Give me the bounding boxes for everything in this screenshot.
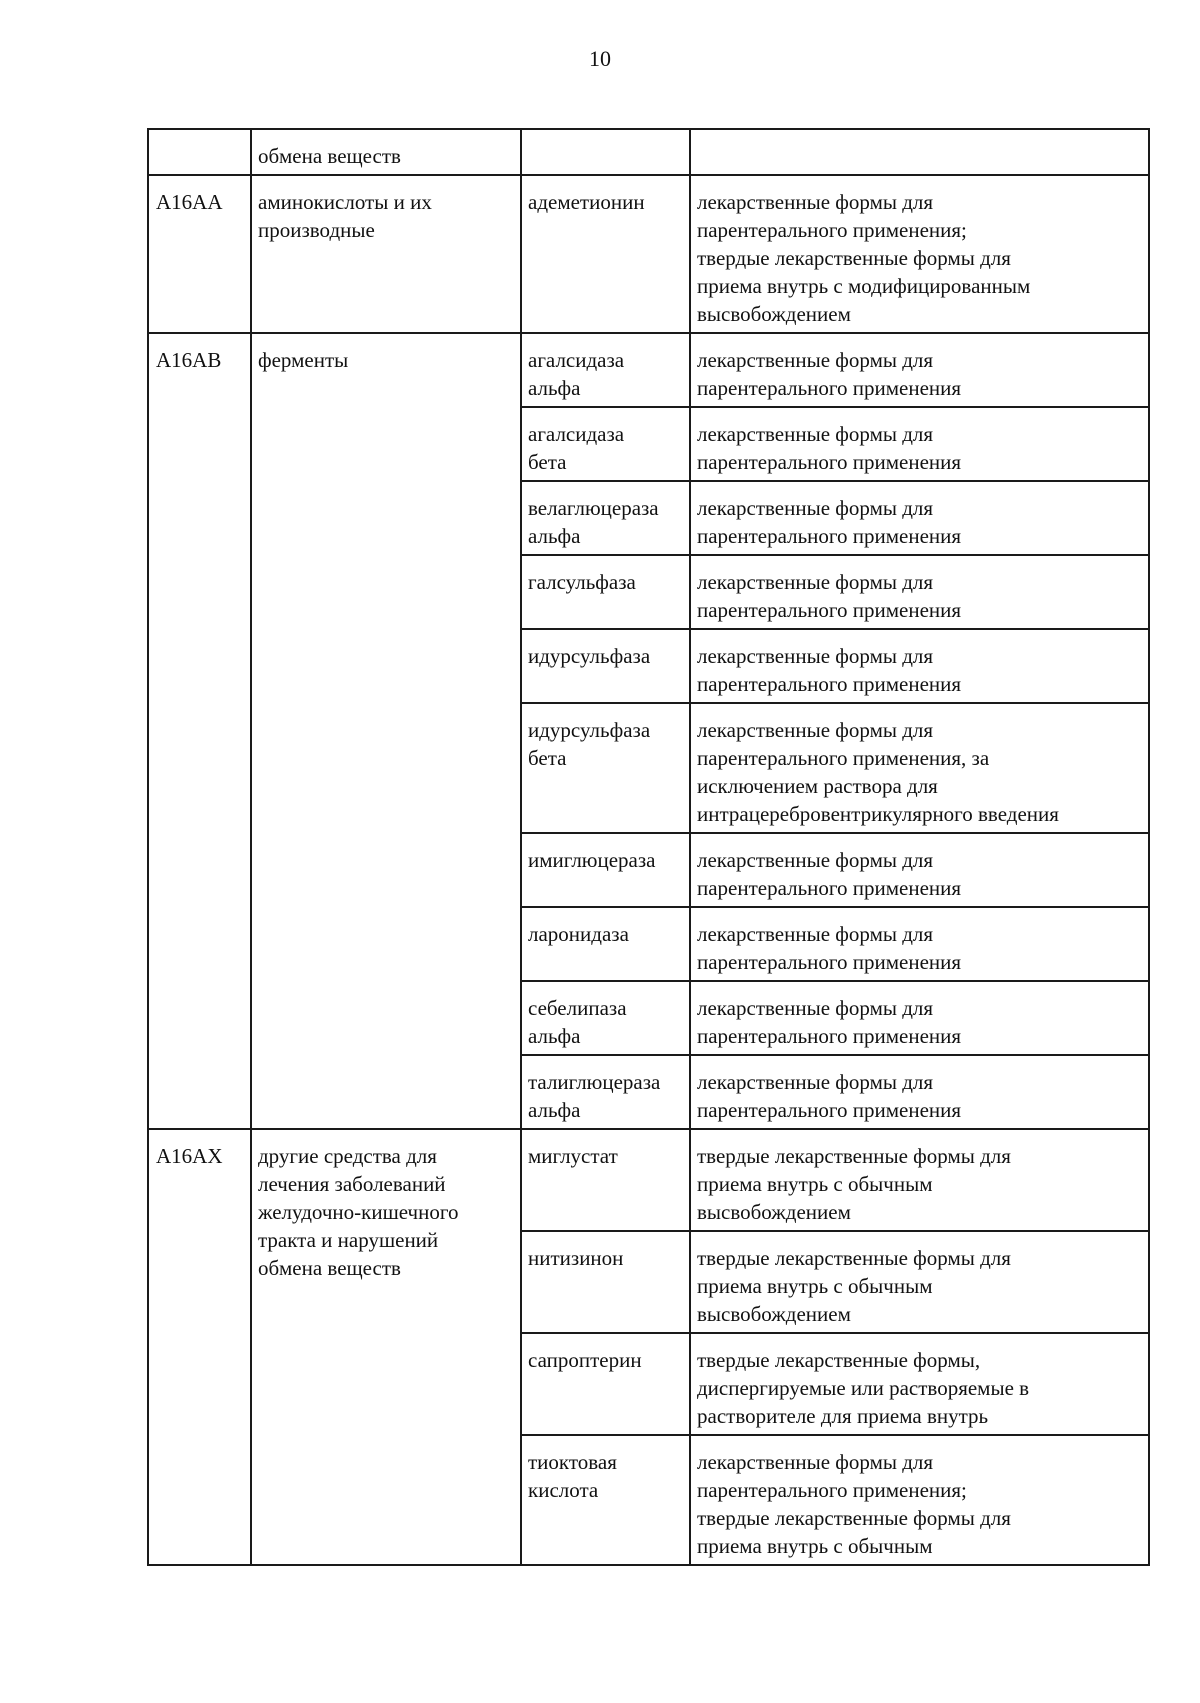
- group-name-cell: ферменты: [251, 333, 521, 1129]
- group-name-cell: обмена веществ: [251, 129, 521, 175]
- atc-code-cell: A16AX: [148, 1129, 251, 1565]
- atc-code-cell: A16AA: [148, 175, 251, 333]
- drug-name-cell: адеметионин: [521, 175, 690, 333]
- drug-name-cell: имиглюцераза: [521, 833, 690, 907]
- dosage-forms-cell: лекарственные формы для парентерального применения: [690, 907, 1149, 981]
- drug-name-cell: идурсульфаза: [521, 629, 690, 703]
- group-name-cell: аминокислоты и их производные: [251, 175, 521, 333]
- drug-name-cell: ларонидаза: [521, 907, 690, 981]
- table-body: [148, 129, 1149, 1565]
- drug-name-cell: [521, 129, 690, 175]
- dosage-forms-cell: лекарственные формы для парентерального применения; твердые лекарственные формы для приема внутрь с модифицированным высвобождением: [690, 175, 1149, 333]
- drug-name-cell: велаглюцераза альфа: [521, 481, 690, 555]
- dosage-forms-cell: лекарственные формы для парентерального применения: [690, 333, 1149, 407]
- table-row-continuation: [148, 129, 1149, 175]
- atc-code-cell: A16AB: [148, 333, 251, 1129]
- drug-name-cell: агалсидаза бета: [521, 407, 690, 481]
- dosage-forms-cell: лекарственные формы для парентерального применения: [690, 629, 1149, 703]
- drug-name-cell: идурсульфаза бета: [521, 703, 690, 833]
- drug-name-cell: себелипаза альфа: [521, 981, 690, 1055]
- drug-name-cell: тиоктовая кислота: [521, 1435, 690, 1565]
- dosage-forms-cell: лекарственные формы для парентерального применения: [690, 481, 1149, 555]
- dosage-forms-cell: твердые лекарственные формы для приема внутрь с обычным высвобождением: [690, 1129, 1149, 1231]
- drug-name-cell: галсульфаза: [521, 555, 690, 629]
- drug-name-cell: миглустат: [521, 1129, 690, 1231]
- dosage-forms-cell: лекарственные формы для парентерального применения: [690, 407, 1149, 481]
- table-row: [148, 333, 1149, 407]
- page-number: 10: [589, 46, 611, 71]
- drug-name-cell: агалсидаза альфа: [521, 333, 690, 407]
- table-row: [148, 175, 1149, 333]
- drug-name-cell: сапроптерин: [521, 1333, 690, 1435]
- dosage-forms-cell: лекарственные формы для парентерального применения: [690, 833, 1149, 907]
- drug-name-cell: талиглюцераза альфа: [521, 1055, 690, 1129]
- dosage-forms-cell: лекарственные формы для парентерального применения: [690, 1055, 1149, 1129]
- dosage-forms-cell: лекарственные формы для парентерального применения, за исключением раствора для интрацеребровентрикулярного введения: [690, 703, 1149, 833]
- dosage-forms-cell: твердые лекарственные формы, диспергируемые или растворяемые в растворителе для приема внутрь: [690, 1333, 1149, 1435]
- table-row: [148, 1129, 1149, 1231]
- drug-table: [147, 128, 1150, 1566]
- drug-name-cell: нитизинон: [521, 1231, 690, 1333]
- dosage-forms-cell: лекарственные формы для парентерального применения; твердые лекарственные формы для приема внутрь с обычным: [690, 1435, 1149, 1565]
- dosage-forms-cell: лекарственные формы для парентерального применения: [690, 555, 1149, 629]
- group-name-cell: другие средства для лечения заболеваний желудочно-кишечного тракта и нарушений обмена веществ: [251, 1129, 521, 1565]
- dosage-forms-cell: твердые лекарственные формы для приема внутрь с обычным высвобождением: [690, 1231, 1149, 1333]
- atc-code-cell: [148, 129, 251, 175]
- dosage-forms-cell: лекарственные формы для парентерального применения: [690, 981, 1149, 1055]
- dosage-forms-cell: [690, 129, 1149, 175]
